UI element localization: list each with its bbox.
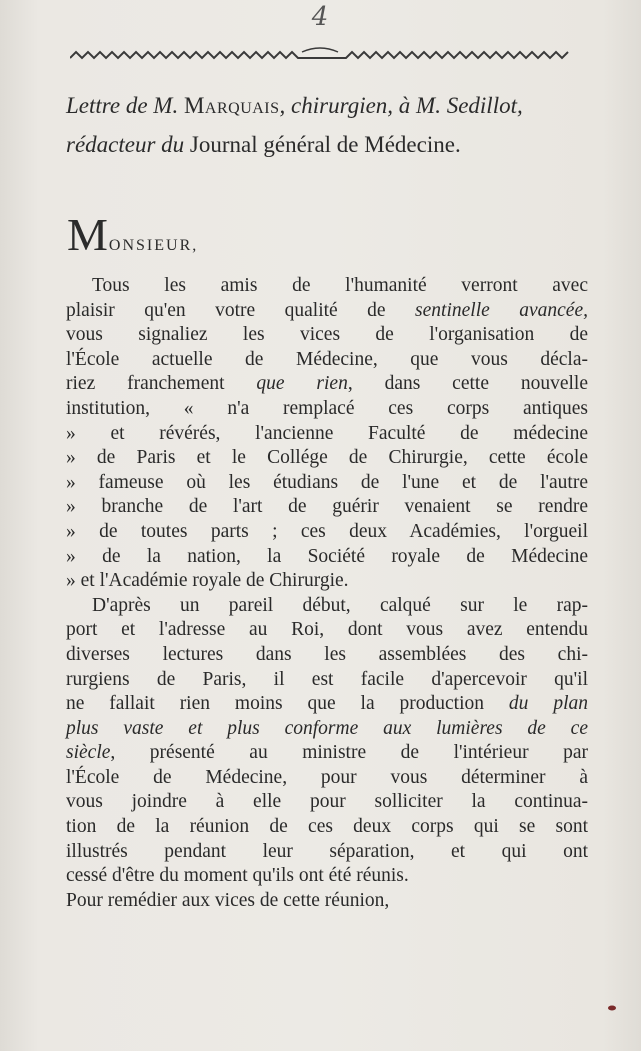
body-line-segment: port et l'adresse au Roi, dont vous avez entendu	[66, 619, 588, 641]
body-line-segment: Tous les amis de l'humanité verront avec	[92, 275, 588, 296]
letter-body	[66, 274, 588, 913]
heading-line-1-part-3: , chirurgien, à M. Sedillot,	[279, 93, 523, 118]
salutation-rest: ONSIEUR,	[108, 237, 199, 254]
body-line	[66, 495, 588, 520]
body-line	[66, 569, 588, 594]
body-line-segment: l'École actuelle de Médecine, que vous décla-	[66, 348, 588, 370]
body-line	[66, 299, 588, 324]
body-line	[66, 766, 588, 791]
body-line-segment: plaisir qu'en votre qualité de	[66, 299, 416, 321]
body-line-segment: plus vaste et plus conforme aux lumières de ce	[66, 717, 588, 739]
body-line-segment: riez franchement	[66, 373, 257, 395]
body-line-segment: sentinelle avancée,	[415, 299, 588, 321]
body-line-segment: que rien	[256, 373, 348, 395]
body-line	[66, 422, 588, 447]
letter-heading	[66, 86, 606, 164]
body-line	[66, 372, 588, 397]
body-line-segment: institution, « n'a remplacé ces corps antiques	[66, 397, 588, 419]
body-line-segment: , dans cette nouvelle	[347, 373, 588, 395]
salutation-dropcap: M	[67, 209, 108, 260]
body-line	[66, 618, 588, 643]
body-line-segment: illustrés pendant leur séparation, et qui ont	[66, 840, 588, 862]
body-line	[66, 471, 588, 496]
body-line	[66, 840, 588, 865]
body-line-segment: tion de la réunion de ces deux corps qui se sont	[66, 816, 588, 838]
heading-line-2-part-1: rédacteur du	[66, 132, 190, 157]
body-line	[66, 520, 588, 545]
body-line-segment: diverses lectures dans les assemblées des chi-	[66, 643, 588, 665]
body-line-segment: » de Paris et le Collége de Chirurgie, cette école	[66, 447, 588, 469]
body-line-segment: » de la nation, la Société royale de Médecine	[66, 545, 588, 567]
body-line-segment: l'École de Médecine, pour vous déterminer à	[66, 766, 588, 788]
body-line	[66, 717, 588, 742]
body-line-segment: » de toutes parts ; ces deux Académies, l'orgueil	[66, 520, 588, 542]
body-line	[66, 643, 588, 668]
body-line	[66, 864, 588, 889]
body-line-segment: » et l'Académie royale de Chirurgie.	[66, 570, 349, 592]
body-line-segment: rurgiens de Paris, il est facile d'apercevoir qu'il	[66, 668, 588, 690]
body-line-segment: D'après un pareil début, calqué sur le rap-	[92, 594, 588, 616]
body-line-segment: du plan	[508, 693, 588, 715]
heading-journal-name: Journal général de Médecine.	[189, 132, 461, 157]
page-number: 4	[311, 2, 329, 32]
body-line	[66, 889, 588, 914]
body-line	[66, 594, 588, 619]
body-line	[66, 545, 588, 570]
body-line	[66, 741, 588, 766]
body-line	[66, 348, 588, 373]
body-line	[66, 397, 588, 422]
body-line-segment: siècle	[66, 742, 111, 764]
body-line-segment: » et révérés, l'ancienne Faculté de médecine	[66, 422, 588, 444]
heading-line-1-part-1: Lettre de M.	[66, 93, 184, 118]
body-line-segment: , présenté au ministre de l'intérieur par	[110, 742, 588, 764]
body-line-segment: » branche de l'art de guérir venaient se rendre	[66, 496, 588, 518]
salutation	[67, 209, 199, 260]
body-line	[66, 692, 588, 717]
zigzag-rule-ornament	[70, 46, 570, 64]
body-line-segment: vous signaliez les vices de l'organisation de	[66, 324, 588, 346]
heading-line-2	[66, 125, 606, 164]
ink-speck	[607, 1005, 617, 1011]
body-line	[66, 446, 588, 471]
body-line-segment: » fameuse où les étudians de l'une et de l'autre	[66, 471, 588, 493]
heading-author-name: Marquais	[183, 93, 280, 118]
body-line-segment: vous joindre à elle pour solliciter la continua-	[66, 791, 588, 813]
body-line-segment: cessé d'être du moment qu'ils ont été réunis.	[66, 865, 409, 887]
body-line	[66, 274, 588, 299]
body-line	[66, 323, 588, 348]
body-line	[66, 668, 588, 693]
body-line-segment: ne fallait rien moins que la production	[66, 693, 509, 715]
body-line	[66, 815, 588, 840]
body-line	[66, 790, 588, 815]
body-line-segment: Pour remédier aux vices de cette réunion,	[66, 889, 390, 911]
heading-line-1	[66, 86, 606, 125]
